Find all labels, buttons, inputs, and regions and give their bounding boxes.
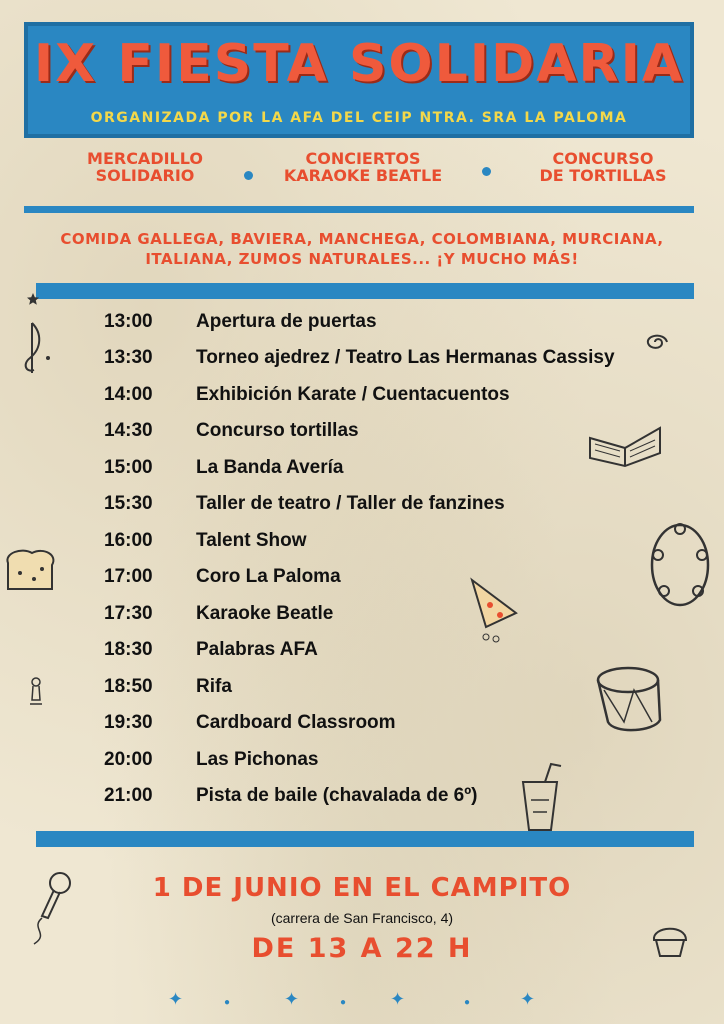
microphone-icon bbox=[20, 868, 80, 948]
schedule-time: 15:30 bbox=[104, 493, 153, 514]
swirl-icon bbox=[640, 330, 670, 354]
schedule-activity: Karaoke Beatle bbox=[196, 603, 334, 624]
activity-mercadillo bbox=[60, 150, 230, 184]
star-icon bbox=[26, 292, 40, 306]
schedule-time: 14:00 bbox=[104, 384, 153, 405]
schedule-activity: Rifa bbox=[196, 676, 232, 697]
activity-line: CONCIERTOS bbox=[305, 149, 421, 168]
schedule-time: 21:00 bbox=[104, 785, 153, 806]
schedule-time: 20:00 bbox=[104, 749, 153, 770]
schedule-activity: La Banda Avería bbox=[196, 457, 344, 478]
schedule-activity: Talent Show bbox=[196, 530, 307, 551]
schedule-time: 13:30 bbox=[104, 347, 153, 368]
schedule-time: 19:30 bbox=[104, 712, 153, 733]
separator-dot bbox=[244, 171, 253, 180]
schedule-time: 16:00 bbox=[104, 530, 153, 551]
schedule-time: 17:30 bbox=[104, 603, 153, 624]
page-subtitle: ORGANIZADA POR LA AFA DEL CEIP NTRA. SRA LA PALOMA bbox=[90, 110, 628, 126]
schedule-time: 15:00 bbox=[104, 457, 153, 478]
title-banner bbox=[24, 22, 694, 138]
divider-bar bbox=[36, 831, 694, 847]
schedule-activity: Coro La Paloma bbox=[196, 566, 341, 587]
event-hours: DE 13 A 22 H bbox=[251, 933, 473, 964]
activity-conciertos bbox=[268, 150, 458, 184]
activity-line: SOLIDARIO bbox=[95, 166, 195, 185]
dot-icon: ● bbox=[340, 997, 347, 1008]
dot-icon: ● bbox=[464, 997, 471, 1008]
schedule-activity: Palabras AFA bbox=[196, 639, 318, 660]
schedule-time: 18:30 bbox=[104, 639, 153, 660]
schedule-activity: Cardboard Classroom bbox=[196, 712, 396, 733]
separator-dot bbox=[482, 167, 491, 176]
schedule-activity: Exhibición Karate / Cuentacuentos bbox=[196, 384, 510, 405]
star-icon: ✦ bbox=[520, 989, 536, 1009]
schedule-activity: Las Pichonas bbox=[196, 749, 319, 770]
star-icon: ✦ bbox=[284, 989, 300, 1009]
pizza-icon bbox=[464, 575, 524, 645]
activities-row bbox=[0, 150, 724, 200]
schedule-time: 17:00 bbox=[104, 566, 153, 587]
schedule-activity: Apertura de puertas bbox=[196, 311, 377, 332]
food-list bbox=[0, 229, 724, 269]
food-line: COMIDA GALLEGA, BAVIERA, MANCHEGA, COLOMBIANA, MURCIANA, bbox=[60, 230, 664, 248]
divider-bar bbox=[36, 283, 694, 299]
schedule-time: 13:00 bbox=[104, 311, 153, 332]
schedule-activity: Pista de baile (chavalada de 6º) bbox=[196, 785, 478, 806]
activity-concurso bbox=[518, 150, 688, 184]
activity-line: MERCADILLO bbox=[87, 149, 203, 168]
activity-line: DE TORTILLAS bbox=[539, 166, 667, 185]
cupcake-icon bbox=[646, 920, 696, 960]
schedule-activity: Torneo ajedrez / Teatro Las Hermanas Cassisy bbox=[196, 347, 615, 368]
event-address: (carrera de San Francisco, 4) bbox=[270, 910, 454, 926]
schedule-activity: Concurso tortillas bbox=[196, 420, 359, 441]
star-icon: ✦ bbox=[390, 989, 406, 1009]
book-icon bbox=[585, 418, 665, 468]
activity-line: KARAOKE BEATLE bbox=[283, 166, 443, 185]
dot-icon: ● bbox=[224, 997, 231, 1008]
divider-bar bbox=[24, 206, 694, 213]
toast-icon bbox=[2, 545, 62, 595]
food-line: ITALIANA, ZUMOS NATURALES... ¡Y MUCHO MÁS! bbox=[145, 250, 579, 268]
schedule-activity: Taller de teatro / Taller de fanzines bbox=[196, 493, 505, 514]
star-icon: ✦ bbox=[168, 989, 184, 1009]
page-title: IX FIESTA SOLIDARIA bbox=[33, 34, 685, 94]
drink-cup-icon bbox=[515, 760, 565, 835]
activity-line: CONCURSO bbox=[552, 149, 654, 168]
event-date: 1 DE JUNIO EN EL CAMPITO bbox=[152, 873, 572, 903]
chess-pawn-icon bbox=[28, 676, 44, 706]
music-note-icon bbox=[12, 318, 52, 378]
schedule-time: 14:30 bbox=[104, 420, 153, 441]
drum-icon bbox=[594, 660, 674, 740]
schedule-time: 18:50 bbox=[104, 676, 153, 697]
tambourine-icon bbox=[640, 515, 720, 615]
